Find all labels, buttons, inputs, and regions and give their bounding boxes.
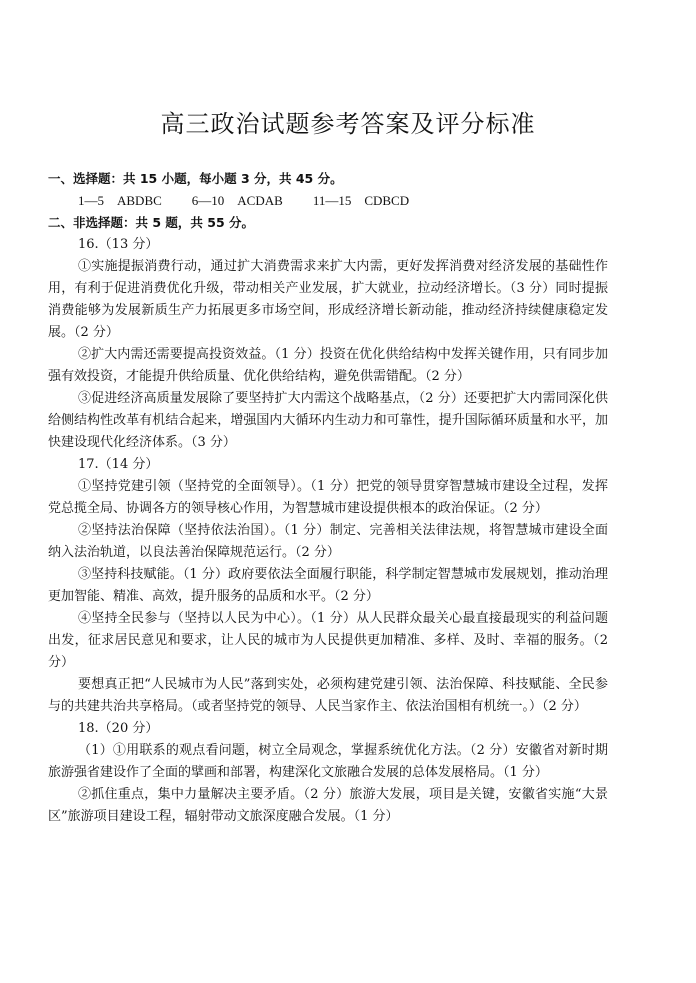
- question-18-point-2: ②抓住重点，集中力量解决主要矛盾。（2 分）旅游大发展，项目是关键，安徽省实施“大景区”旅游项目建设工程，辐射带动文旅深度融合发展。（1 分）: [48, 787, 608, 824]
- question-17-summary: 要想真正把“人民城市为人民”落到实处，必须构建党建引领、法治保障、科技赋能、全民参与的共建共治共享格局。（或者坚持党的领导、人民当家作主、依法治国相有机统一。）（2 分）: [48, 677, 608, 714]
- question-16-point-3: ③促进经济高质量发展除了要坚持扩大内需这个战略基点，（2 分）还要把扩大内需同深化供给侧结构性改革有机结合起来，增强国内大循环内生动力和可靠性，提升国际循环质量和水平，加快建设现代化经济体系。（3 分）: [48, 391, 608, 450]
- question-17-number: 17.（14 分）: [78, 457, 159, 472]
- question-17-point-4: ④坚持全民参与（坚持以人民为中心）。（1 分）从人民群众最关心最直接最现实的利益问题出发，征求居民意见和要求，让人民的城市为人民提供更加精准、多样、及时、幸福的服务。（2 分）: [48, 611, 608, 670]
- question-16-point-1: ①实施提振消费行动，通过扩大消费需求来扩大内需，更好发挥消费对经济发展的基础性作用，有利于促进消费优化升级，带动相关产业发展，扩大就业，拉动经济增长。（3 分）同时提振消费能够为发展新质生产力拓展更多市场空间，形成经济增长新动能，推动经济持续健康稳定发展。（2 分）: [48, 259, 608, 340]
- answer-group-1: 1—5 ABDBC: [78, 193, 162, 208]
- question-16-point-2: ②扩大内需还需要提高投资效益。（1 分）投资在优化供给结构中发挥关键作用，只有同步加强有效投资，才能提升供给质量、优化供给结构，避免供需错配。（2 分）: [48, 347, 608, 384]
- answer-group-2: 6—10 ACDAB: [191, 193, 283, 208]
- question-18-point-1: （1）①用联系的观点看问题，树立全局观念，掌握系统优化方法。（2 分）安徽省对新时期旅游强省建设作了全面的擘画和部署，构建深化文旅融合发展的总体发展格局。（1 分）: [48, 743, 608, 780]
- question-17-point-2: ②坚持法治保障（坚持依法治国）。（1 分）制定、完善相关法律法规，将智慧城市建设全面纳入法治轨道，以良法善治保障规范运行。（2 分）: [48, 523, 608, 560]
- section-heading-nonchoice: 二、非选择题：共 5 题，共 55 分。: [48, 215, 255, 230]
- question-17-point-3: ③坚持科技赋能。（1 分）政府要依法全面履行职能，科学制定智慧城市发展规划，推动治理更加智能、精准、高效，提升服务的品质和水平。（2 分）: [48, 567, 608, 604]
- question-17-point-1: ①坚持党建引领（坚持党的全面领导）。（1 分）把党的领导贯穿智慧城市建设全过程，发挥党总揽全局、协调各方的领导核心作用，为智慧城市建设提供根本的政治保证。（2 分）: [48, 479, 608, 516]
- page-title: 高三政治试题参考答案及评分标准: [160, 110, 536, 138]
- question-16-number: 16.（13 分）: [78, 237, 159, 252]
- choice-answers: [48, 190, 608, 212]
- answer-group-3: 11—15 CDBCD: [312, 193, 410, 208]
- document-body: [48, 168, 608, 828]
- section-heading-choice: 一、选择题：共 15 小题，每小题 3 分，共 45 分。: [48, 171, 343, 186]
- question-18-number: 18.（20 分）: [78, 721, 159, 736]
